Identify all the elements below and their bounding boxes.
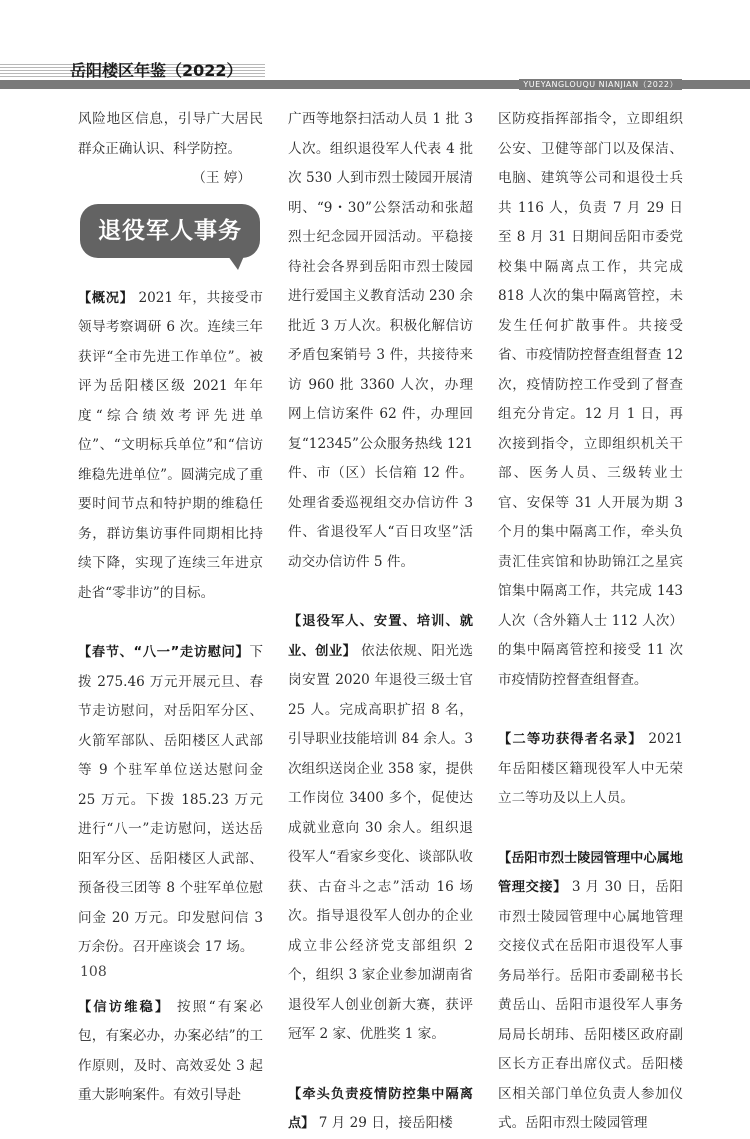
resettle-paragraph <box>288 607 473 1050</box>
petition-paragraph <box>78 993 263 1111</box>
section-badge <box>78 202 263 272</box>
overview-label: 【概况】 <box>78 290 134 306</box>
intro-author: （王 婷） <box>192 170 251 186</box>
merit-paragraph <box>498 725 683 814</box>
overview-text: 2021 年，共接受市领导考察调研 6 次。连续三年获评“全市先进工作单位”。被评为岳阳楼区级 2021 年年度“综合绩效考评先进单位”、“文明标兵单位”和“信访维稳先进单位”。圆满完成了重要时间节点和特护期的维稳任务，群访集访事件同期相比持续下降，实现了连续三年进京赴省“零非访”的目标。 <box>78 289 264 601</box>
visit-paragraph <box>78 638 263 963</box>
visit-label: 【春节、“八一”走访慰问】 <box>78 645 250 660</box>
quarantine-paragraph <box>288 1080 473 1139</box>
resettle-label: 【退役军人、安置、培训、就业、创业】 <box>288 614 473 659</box>
page-number: 108 <box>80 964 107 980</box>
running-header-subtitle: YUEYANGLOUQU NIANJIAN（2022） <box>519 79 682 90</box>
column-3 <box>498 105 683 1139</box>
handover-label: 【岳阳市烈士陵园管理中心属地管理交接】 <box>498 850 683 895</box>
petition-label: 【信访维稳】 <box>78 999 171 1015</box>
quarantine-text: 7 月 29 日，接岳阳楼 <box>318 1115 453 1131</box>
handover-text: 3 月 30 日，岳阳市烈士陵园管理中心属地管理交接仪式在岳阳市退役军人事务局举行。岳阳市委副秘书长黄岳山、岳阳市退役军人事务局局长胡玮、岳阳楼区政府副区长方正春出席仪式。岳阳楼区相关部门单位负责人参加仪式。岳阳市烈士陵园管理 <box>498 879 684 1131</box>
intro-paragraph: 风险地区信息，引导广大居民群众正确认识、科学防控。 <box>78 111 263 157</box>
overview-paragraph <box>78 284 263 609</box>
merit-label: 【二等功获得者名录】 <box>498 732 643 747</box>
visit-text: 下拨 275.46 万元开展元旦、春节走访慰问，对岳阳军分区、火箭军部队、岳阳楼区人武部等 9 个驻军单位送达慰问金 25 万元。下拨 185.23 万元进行“八一”走访慰问，送达岳阳军分区、岳阳楼区人武部、预备役三团等 8 个驻军单位慰问金 20 万元。印发慰问信 3 万余份。召开座谈会 17 场。 <box>78 644 263 955</box>
petition-text: 按照“有案必包，有案必办，办案必结”的工作原则，及时、高效妥处 3 起重大影响案件。有效引导赴 <box>78 998 263 1103</box>
section-title: 退役军人事务 <box>80 204 260 258</box>
resettle-text: 依法依规、阳光选岗安置 2020 年退役三级士官 25 人。完成高职扩招 8 名，引导职业技能培训 84 余人。3 次组织送岗企业 358 家，提供工作岗位 3400 多个，促使达成就业意向 30 余人。组织退役军人“看家乡变化、谈部队收获、古奋斗之志”活动 16 场次。指导退役军人创办的企业成立非公经济党支部组织 2 个，组织 3 家企业参加湖南省退役军人创业创新大赛，获评冠军 2 家、优胜奖 1 家。 <box>288 642 474 1042</box>
col2-paragraph-1: 广西等地祭扫活动人员 1 批 3 人次。组织退役军人代表 4 批次 530 人到市烈士陵园开展清明、“9・30”公祭活动和张超烈士纪念园开园活动。平稳接待社会各界到岳阳市烈士陵园进行爱国主义教育活动 230 余批近 3 万人次。积极化解信访矛盾包案销号 3 件，共接待来访 960 批 3360 人次，办理网上信访案件 62 件，办理回复“12345”公众服务热线 121 件、市（区）长信箱 12 件。处理省委巡视组交办信访件 3 件、省退役军人“百日攻坚”活动交办信访件 5 件。 <box>288 111 473 570</box>
col3-paragraph-1: 区防疫指挥部指令，立即组织公安、卫健等部门以及保洁、电脑、建筑等公司和退役士兵共 116 人，负责 7 月 29 日至 8 月 31 日期间岳阳市委党校集中隔离点工作，共完成 818 人次的集中隔离管控，未发生任何扩散事件。共接受省、市疫情防控督查组督查 12 次，疫情防控工作受到了督查组充分肯定。12 月 1 日，再次接到指令，立即组织机关干部、医务人员、三级转业士官、安保等 31 人开展为期 3 个月的集中隔离工作，牵头负责汇佳宾馆和协助锦江之星宾馆集中隔离工作，共完成 143 人次（含外籍人士 112 人次）的集中隔离管控和接受 11 次市疫情防控督查组督查。 <box>498 111 683 688</box>
quarantine-label: 【牵头负责疫情防控集中隔离点】 <box>288 1086 473 1131</box>
column-2 <box>288 105 473 1139</box>
badge-tail <box>228 256 244 270</box>
merit-text: 2021 年岳阳楼区籍现役军人中无荣立二等功及以上人员。 <box>498 731 684 806</box>
column-1 <box>78 105 263 1111</box>
running-header-title: 岳阳楼区年鉴（2022） <box>70 61 243 80</box>
handover-paragraph <box>498 844 683 1139</box>
